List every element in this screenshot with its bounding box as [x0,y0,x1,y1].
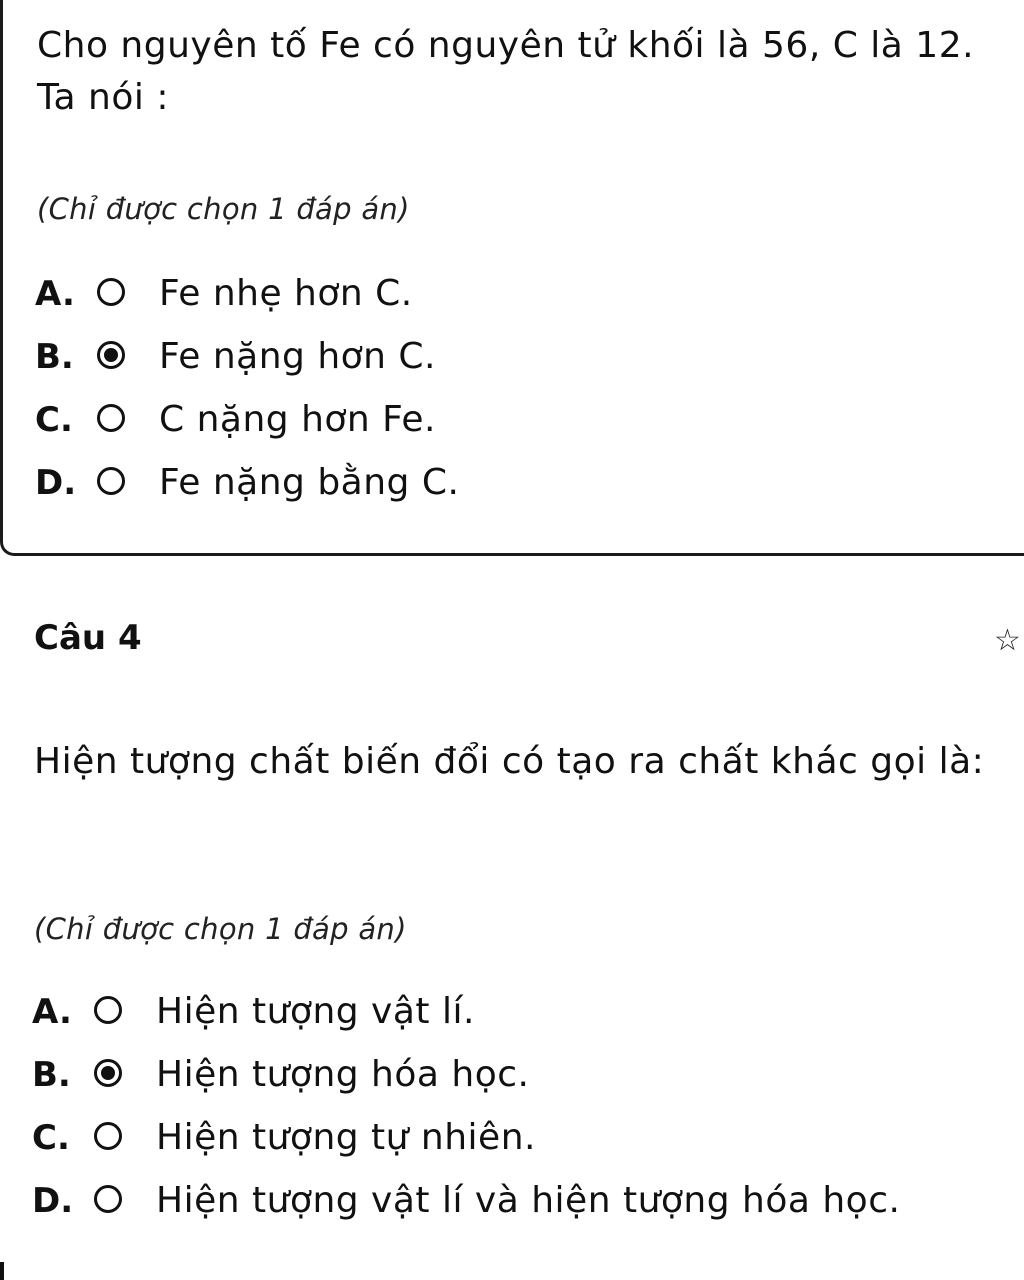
question-4-label: Câu 4 [34,618,142,658]
radio-button-selected[interactable] [94,1059,122,1087]
radio-button[interactable] [97,467,125,495]
question-4-text: Hiện tượng chất biến đổi có tạo ra chất khác gọi là: [34,741,985,782]
option-letter: C. [35,400,73,440]
radio-button[interactable] [94,1122,122,1150]
scrollbar-edge [0,1262,4,1280]
option-letter: D. [35,463,77,503]
q3-option-c[interactable] [35,394,995,446]
option-letter: B. [32,1055,71,1095]
option-text: Hiện tượng vật lí và hiện tượng hóa học. [156,1180,901,1221]
question-3-card [0,0,1024,556]
radio-button[interactable] [94,1185,122,1213]
option-text: Fe nặng bằng C. [159,462,460,503]
option-letter: A. [35,274,75,314]
q4-option-c[interactable] [32,1112,992,1164]
q3-option-a[interactable] [35,268,995,320]
radio-button[interactable] [94,996,122,1024]
q4-option-b[interactable] [32,1049,992,1101]
radio-button[interactable] [97,404,125,432]
option-text: Hiện tượng tự nhiên. [156,1117,536,1158]
option-text: Hiện tượng vật lí. [156,991,475,1032]
option-text: C nặng hơn Fe. [159,399,436,440]
option-text: Hiện tượng hóa học. [156,1054,530,1095]
option-letter: B. [35,337,74,377]
radio-button[interactable] [97,278,125,306]
option-letter: A. [32,992,72,1032]
radio-button-selected[interactable] [97,341,125,369]
q3-option-d[interactable] [35,457,995,509]
q3-option-b[interactable] [35,331,995,383]
q4-option-a[interactable] [32,986,992,1038]
option-letter: D. [32,1181,74,1221]
star-outline-icon[interactable]: ☆ [994,623,1021,658]
option-text: Fe nặng hơn C. [159,336,436,377]
question-3-hint: (Chỉ được chọn 1 đáp án) [37,192,410,226]
option-text: Fe nhẹ hơn C. [159,273,413,314]
question-4-hint: (Chỉ được chọn 1 đáp án) [34,912,407,946]
q4-option-d[interactable] [32,1175,992,1275]
option-letter: C. [32,1118,70,1158]
question-3-text: Cho nguyên tố Fe có nguyên tử khối là 56, C là 12. Ta nói : [37,25,986,118]
